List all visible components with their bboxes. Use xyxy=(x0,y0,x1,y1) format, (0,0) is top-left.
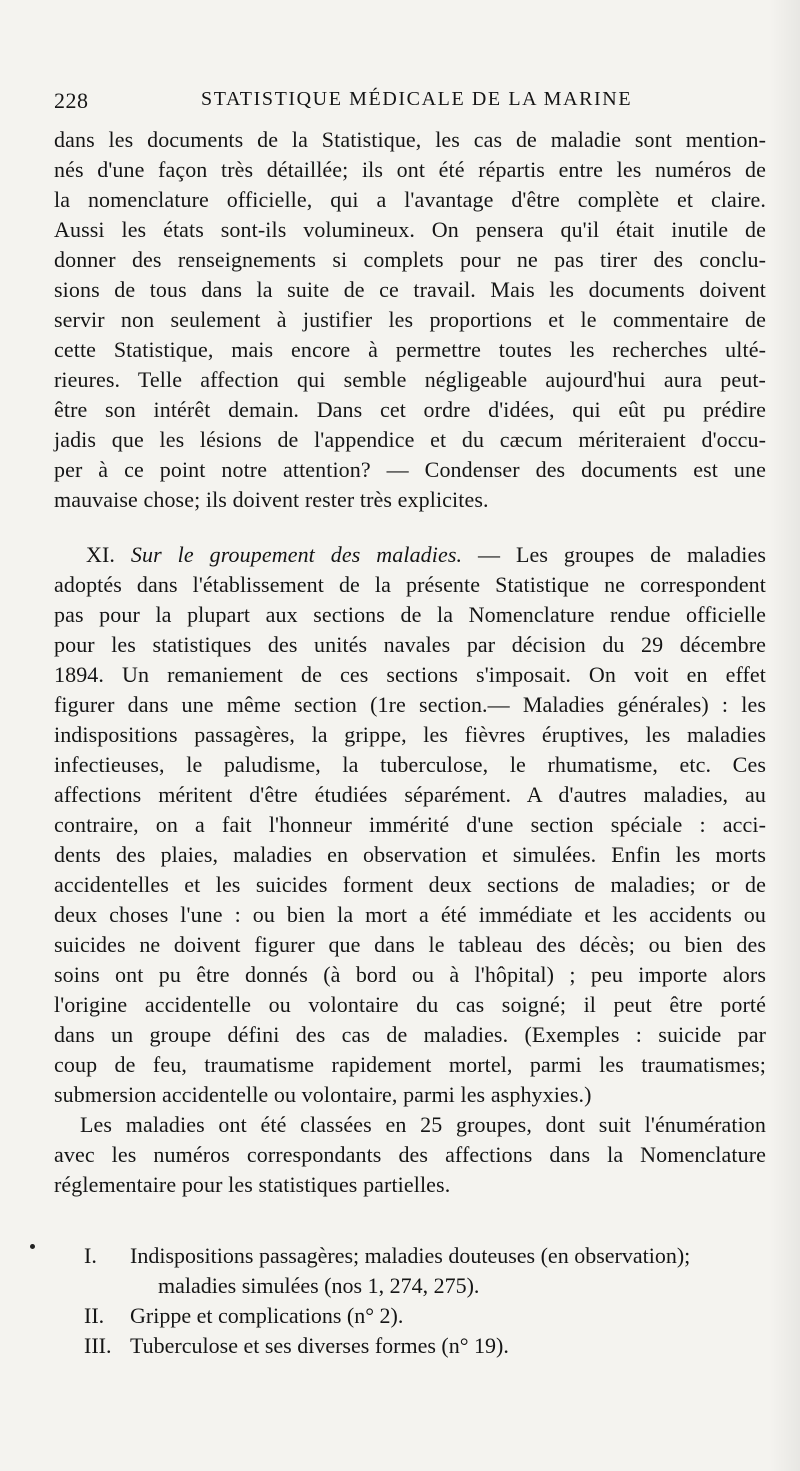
list-item-text: Indispositions passagères; maladies douteuses (en observation); xyxy=(130,1243,691,1268)
list-marker: III. xyxy=(84,1333,112,1358)
list-marker: I. xyxy=(84,1243,97,1268)
text-line: suicides ne doivent figurer que dans le tableau des décès; ou bien des xyxy=(54,932,766,957)
list-marker: II. xyxy=(84,1303,105,1328)
text-line: l'origine accidentelle ou volontaire du cas soigné; il peut être porté xyxy=(54,992,766,1017)
list-item-continuation xyxy=(54,1271,766,1301)
paragraph-gap xyxy=(54,515,766,540)
text-line: deux choses l'une : ou bien la mort a été immédiate et les accidents ou xyxy=(54,902,766,927)
list-item xyxy=(54,1241,766,1271)
text-line: figurer dans une même section (1re section.— Maladies générales) : les xyxy=(54,692,766,717)
text-line: Aussi les états sont-ils volumineux. On pensera qu'il était inutile de xyxy=(54,217,766,242)
list-item-text: Tuberculose et ses diverses formes (n° 19). xyxy=(130,1333,509,1358)
text-line: jadis que les lésions de l'appendice et du cæcum mériteraient d'occu- xyxy=(54,427,766,452)
body-text xyxy=(54,125,766,1200)
text-line: coup de feu, traumatisme rapidement mortel, parmi les traumatismes; xyxy=(54,1052,766,1077)
text-line: adoptés dans l'établissement de la présente Statistique ne correspondent xyxy=(54,572,766,597)
list-item-text: Grippe et complications (n° 2). xyxy=(130,1303,404,1328)
section-number: XI. xyxy=(86,542,116,567)
running-title: STATISTIQUE MÉDICALE DE LA MARINE xyxy=(201,88,633,110)
text-line: dans les documents de la Statistique, les cas de maladie sont mention- xyxy=(54,127,766,152)
paragraph-3 xyxy=(54,1110,766,1200)
group-list xyxy=(54,1241,766,1361)
margin-dot xyxy=(30,1244,35,1249)
page-edge-shadow xyxy=(770,0,800,1471)
text-line: per à ce point notre attention? — Condenser des documents est une xyxy=(54,457,766,482)
section-heading-line xyxy=(54,540,766,570)
text-line: donner des renseignements si complets pour ne pas tirer des conclu- xyxy=(54,247,766,272)
text-line: pour les statistiques des unités navales par décision du 29 décembre xyxy=(54,632,766,657)
text-line: infectieuses, le paludisme, la tuberculose, le rhumatisme, etc. Ces xyxy=(54,752,766,777)
text-line: dents des plaies, maladies en observation et simulées. Enfin les morts xyxy=(54,842,766,867)
section-title: Sur le groupement des maladies. xyxy=(130,542,463,567)
text-line: soins ont pu être donnés (à bord ou à l'hôpital) ; peu importe alors xyxy=(54,962,766,987)
page-header xyxy=(54,88,766,118)
text-line: sions de tous dans la suite de ce travail. Mais les documents doivent xyxy=(54,277,766,302)
section-xi xyxy=(54,540,766,1110)
text-line: Les maladies ont été classées en 25 groupes, dont suit l'énumération xyxy=(80,1112,766,1137)
text-line: submersion accidentelle ou volontaire, parmi les asphyxies.) xyxy=(54,1082,592,1107)
text-line: avec les numéros correspondants des affections dans la Nomenclature xyxy=(54,1142,766,1167)
list-item-text: maladies simulées (nos 1, 274, 275). xyxy=(158,1273,480,1298)
text-line: cette Statistique, mais encore à permettre toutes les recherches ulté- xyxy=(54,337,766,362)
list-item xyxy=(54,1331,766,1361)
paragraph-1 xyxy=(54,125,766,515)
text-line: servir non seulement à justifier les proportions et le commentaire de xyxy=(54,307,766,332)
text-line: rieures. Telle affection qui semble négligeable aujourd'hui aura peut- xyxy=(54,367,766,392)
text-line: être son intérêt demain. Dans cet ordre d'idées, qui eût pu prédire xyxy=(54,397,766,422)
list-item xyxy=(54,1301,766,1331)
text-line: affections méritent d'être étudiées séparément. A d'autres maladies, au xyxy=(54,782,766,807)
text-line: nés d'une façon très détaillée; ils ont été répartis entre les numéros de xyxy=(54,157,766,182)
text-line: mauvaise chose; ils doivent rester très explicites. xyxy=(54,487,489,512)
text-line: contraire, on a fait l'honneur immérité d'une section spéciale : acci- xyxy=(54,812,766,837)
text-line: 1894. Un remaniement de ces sections s'imposait. On voit en effet xyxy=(54,662,766,687)
text-line: dans un groupe défini des cas de maladies. (Exemples : suicide par xyxy=(54,1022,766,1047)
page-number: 228 xyxy=(54,88,89,113)
text-line: pas pour la plupart aux sections de la Nomenclature rendue officielle xyxy=(54,602,766,627)
text-line: réglementaire pour les statistiques partielles. xyxy=(54,1172,451,1197)
text-line: accidentelles et les suicides forment deux sections de maladies; or de xyxy=(54,872,766,897)
text-line: la nomenclature officielle, qui a l'avantage d'être complète et claire. xyxy=(54,187,766,212)
text-line: indispositions passagères, la grippe, les fièvres éruptives, les maladies xyxy=(54,722,766,747)
section-heading-rest: — Les groupes de maladies xyxy=(478,542,766,567)
